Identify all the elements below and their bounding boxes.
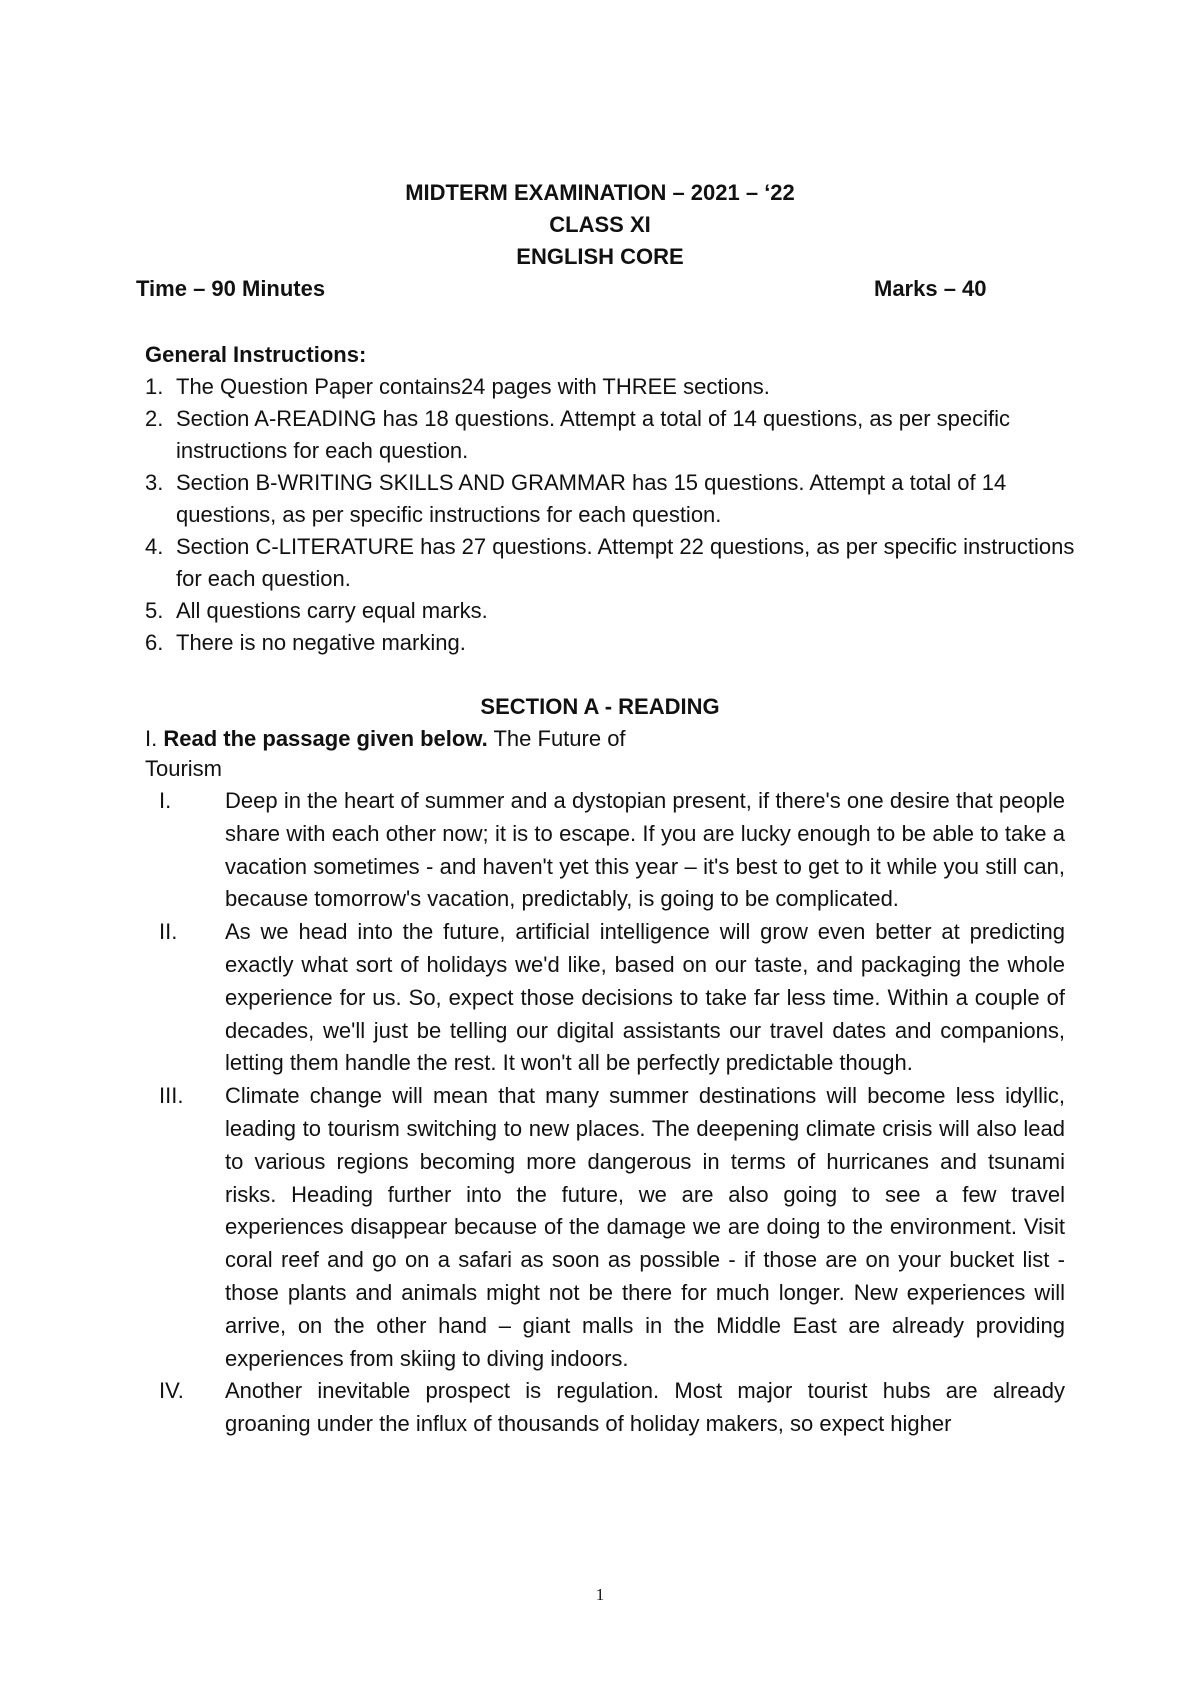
instruction-text: Section B-WRITING SKILLS AND GRAMMAR has 15 questions. Attempt a total of 14 questions, as per specific instructions for each question.	[176, 470, 1007, 527]
page-number: 1	[595, 1585, 605, 1604]
question-number: I.	[145, 726, 158, 751]
passage-title-continued: Tourism	[145, 756, 223, 781]
instruction-item	[145, 467, 1075, 531]
instruction-number: 1.	[145, 374, 164, 399]
passage-paragraphs	[145, 785, 1065, 1441]
question-instruction: Read the passage given below.	[163, 726, 488, 751]
paragraph-number: II.	[159, 919, 178, 945]
instruction-number: 5.	[145, 598, 164, 623]
passage-paragraph	[145, 785, 1065, 916]
time-label: Time – 90 Minutes	[136, 276, 326, 301]
subject-label: ENGLISH CORE	[516, 244, 684, 269]
section-a-heading: SECTION A - READING	[480, 694, 720, 719]
instruction-text: Section C-LITERATURE has 27 questions. Attempt 22 questions, as per specific instructions for each question.	[176, 534, 1075, 591]
paragraph-text: As we head into the future, artificial intelligence will grow even better at predicting exactly what sort of holidays we'd like, based on our taste, and packaging the whole experience for us. So, expect those decisions to take far less time. Within a couple of decades, we'll just be telling our digital assistants our travel dates and companions, letting them handle the rest. It won't all be perfectly predictable though.	[225, 919, 1065, 1076]
passage-title: The Future of	[493, 726, 626, 751]
paragraph-number: IV.	[159, 1378, 184, 1404]
instruction-item	[145, 403, 1075, 467]
exam-title: MIDTERM EXAMINATION – 2021 – ‘22	[405, 180, 795, 205]
instruction-number: 2.	[145, 406, 164, 431]
paragraph-text: Deep in the heart of summer and a dystopian present, if there's one desire that people share with each other now; it is to escape. If you are lucky enough to be able to take a vacation sometimes - and haven't yet this year – it's best to get to it while you still can, because tomorrow's vacation, predictably, is going to be complicated.	[225, 788, 1065, 912]
passage-paragraph	[145, 916, 1065, 1080]
instruction-number: 6.	[145, 630, 164, 655]
instruction-text: There is no negative marking.	[176, 630, 466, 655]
instruction-item	[145, 531, 1075, 595]
marks-label: Marks – 40	[874, 276, 987, 301]
question-prompt	[145, 726, 626, 752]
instructions-heading: General Instructions:	[145, 342, 367, 367]
paragraph-text: Another inevitable prospect is regulation. Most major tourist hubs are already groaning under the influx of thousands of holiday makers, so expect higher	[225, 1378, 1065, 1437]
paragraph-number: III.	[159, 1083, 184, 1109]
instruction-item	[145, 371, 1075, 403]
instruction-text: All questions carry equal marks.	[176, 598, 488, 623]
instruction-item	[145, 627, 1075, 659]
instruction-number: 3.	[145, 470, 164, 495]
paragraph-text: Climate change will mean that many summer destinations will become less idyllic, leading to tourism switching to new places. The deepening climate crisis will also lead to various regions becoming more dangerous in terms of hurricanes and tsunami risks. Heading further into the future, we are also going to see a few travel experiences disappear because of the damage we are doing to the environment. Visit coral reef and go on a safari as soon as possible - if those are on your bucket list - those plants and animals might not be there for much longer. New experiences will arrive, on the other hand – giant malls in the Middle East are already providing experiences from skiing to diving indoors.	[225, 1083, 1065, 1371]
instruction-text: The Question Paper contains24 pages with THREE sections.	[176, 374, 770, 399]
paragraph-number: I.	[159, 788, 172, 813]
passage-paragraph	[145, 1375, 1065, 1441]
instruction-item	[145, 595, 1075, 627]
instruction-text: Section A-READING has 18 questions. Attempt a total of 14 questions, as per specific instructions for each question.	[176, 406, 1011, 463]
class-label: CLASS XI	[549, 212, 651, 237]
passage-paragraph	[145, 1080, 1065, 1375]
instructions-list	[145, 371, 1075, 659]
instruction-number: 4.	[145, 534, 164, 559]
